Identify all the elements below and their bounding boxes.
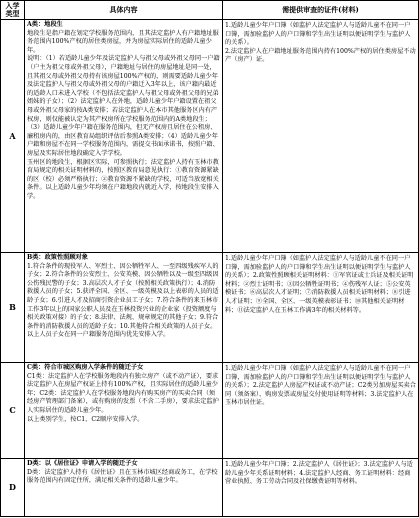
document-item: 1.适龄儿童少年户口簿（如监护人法定监护人与适龄儿童不在同一户口簿，需加验监护人的户口簿和学生出生证明以便证明学生与监护人的关系）；2.政策性照顾相关证明材料：①军官证或士兵证及相关证明材料；②烈士证明书；③因公牺牲证明书；④伤残军人证；⑤公安英模证书；⑥高层次人才证明；⑦消防救援人员相关证明材料；⑧引进人才证明；⑨全国、全区、一级英模表彰证书；⑩其他相关证明材料；⑪法定监护人在玉林工作满3年的相关材料等。 <box>225 255 414 314</box>
category-content <box>25 20 223 253</box>
table-header-row <box>1 1 419 20</box>
header-documents: 需提供审查的证件(材料) <box>223 1 419 20</box>
category-label: C <box>1 363 25 459</box>
category-label: A <box>1 20 25 253</box>
category-content <box>25 253 223 363</box>
content-paragraph: 以上人员子女在同一户籍服务范围内优先安排入学。 <box>27 331 170 339</box>
required-documents <box>223 459 419 517</box>
table-row <box>1 20 419 253</box>
required-documents <box>223 253 419 363</box>
document-item: 1.适龄儿童少年户口簿（如监护人法定监护人与适龄儿童不在同一户口簿，需加验监护人的户口簿和学生出生证明以便证明学生与监护人的关系）。 <box>225 22 411 47</box>
document-item: 1.适龄儿童少年户口簿；2.法定监护人《居住证》；3.法定监护人与适龄儿童少年关系证明材料；4.法定监护人经商、务工证明材料：经商营业执照、务工劳动合同及社保缴费证明等材料。 <box>225 461 413 486</box>
required-documents <box>223 20 419 253</box>
category-content <box>25 459 223 517</box>
category-content <box>25 363 223 459</box>
category-title: A类：地段生 <box>27 21 63 28</box>
category-label: D <box>1 459 25 517</box>
content-paragraph: C1类：法定监护人在学校服务地段内有独立房产（或不动产证），要求法定监护人在房屋产权证上持有100%产权，且实际居住的适龄儿童少年；C2类：法定监护人在学校服务地段内有购买房产的买卖合同（须经房产管理部门备案），或有购房的发票（不含二手房），要求法定监护人实际居住的适龄儿童少年。 <box>27 372 219 414</box>
content-paragraph: 1.符合条件的现役军人、军烈士、因公牺牲军人、一至四级残疾军人的子女；2.符合条件的公安烈士、公安英模、因公牺牲以及一级至四级因公伤残民警的子女；3.高层次人才子女（按照相关政策执行）；4.消防救援人员的子女；5.获评全国、全区、一级英模及以上表彰的人员的适龄子女；6.引进人才及招商引资企业员工子女；7.符合条件的来玉林市工作3年以上的国家公职人员及在玉林投资兴业的企业家（投资额度与相关政策对接）的子女；8.法律、法规、规章规定的其他子女；9.符合条件的消防救援人员的适龄子女；10.其他符合相关政策的人员子女。 <box>27 262 219 330</box>
document-item: 1.适龄儿童少年户口簿（如监护人法定监护人与适龄儿童不在同一户口簿，需加验监护人的户口簿和学生出生证明以便证明学生与监护人的关系）；2.法定监护人房屋产权证或不动产证；C2类另加房屋买卖合同（须备案）、购房发票或房屋交付使用证明等材料；3.法定监护人在玉林市居住证。 <box>225 365 416 407</box>
category-title: C类：符合市城区购房入学条件的随迁子女 <box>27 364 144 371</box>
table-row <box>1 363 419 459</box>
header-content: 具体内容 <box>25 1 223 20</box>
content-paragraph: 以上类别学生，按C1、C2顺序安排入学。 <box>27 415 144 423</box>
category-title: D类：以《居住证》申请入学的随迁子女 <box>27 460 138 467</box>
category-label: B <box>1 253 25 363</box>
content-paragraph: 玉州区的地段生，根据区实际，可参照执行；法定监护人持有玉林市教育局规定的相关证明材料的，按照区教育局意见执行：①教育资源紧缺的区（校）必须严格执行；②教育资源不紧缺的学校，可适当放宽相关条件。以上适龄儿童少年均须在户籍地段内就近入学，按地段生安排入学。 <box>27 158 219 200</box>
content-paragraph: 说明：（1）若适龄儿童少年及法定监护人与祖父母或外祖父母同一户籍（户主为祖父母或外祖父母），户籍地址与居住的房屋地址是同一处，且其祖父母或外祖父母持有该房屋100%产权的，则需要适龄儿童少年及法定监护人与祖父母或外祖父母的户籍迁入3年以上，该户籍内最近的适龄人口未进入学校（不包括法定监护人与祖父母或外祖父母的兄弟姐妹的子女）；（2）法定监护人在外地，适龄儿童少年户籍设置在祖父母或外祖父母家的按A类安排；若法定监护人在本市其他服务区内有产权房，则仅能被认定为其产权房所在学校服务范围内的A类地段生；（3）适龄儿童少年户籍在服务范围内，但无产权房且居住在公租房、廉租房内的，由区教育局组织评估后参照A类安排；（4）适龄儿童少年户籍和房屋不在同一学校服务范围内，需提交书面承诺书，按照户籍、房屋及实际居住地段确定入学学校。 <box>27 55 220 157</box>
content-paragraph: D类：法定监护人持有《居住证》且在玉林市城区经商或务工，在学校服务范围内有固定住所，满足相关条件的适龄儿童少年。 <box>27 468 218 485</box>
document-item: 2.法定监护人在户籍地址服务范围内持有100%产权的居住类房屋不动产（房产）证。 <box>225 47 416 64</box>
table-row <box>1 253 419 363</box>
category-title: B类：政策性照顾对象 <box>27 254 88 261</box>
table-row <box>1 459 419 517</box>
content-paragraph: 地段生是指户籍在划定学校服务范围内，且其法定监护人有户籍地址服务范围内100%产权的居住类房屋，并为房屋实际居住的适龄儿童少年。 <box>27 29 219 54</box>
required-documents <box>223 363 419 459</box>
header-category: 入学 类型 <box>1 1 25 20</box>
